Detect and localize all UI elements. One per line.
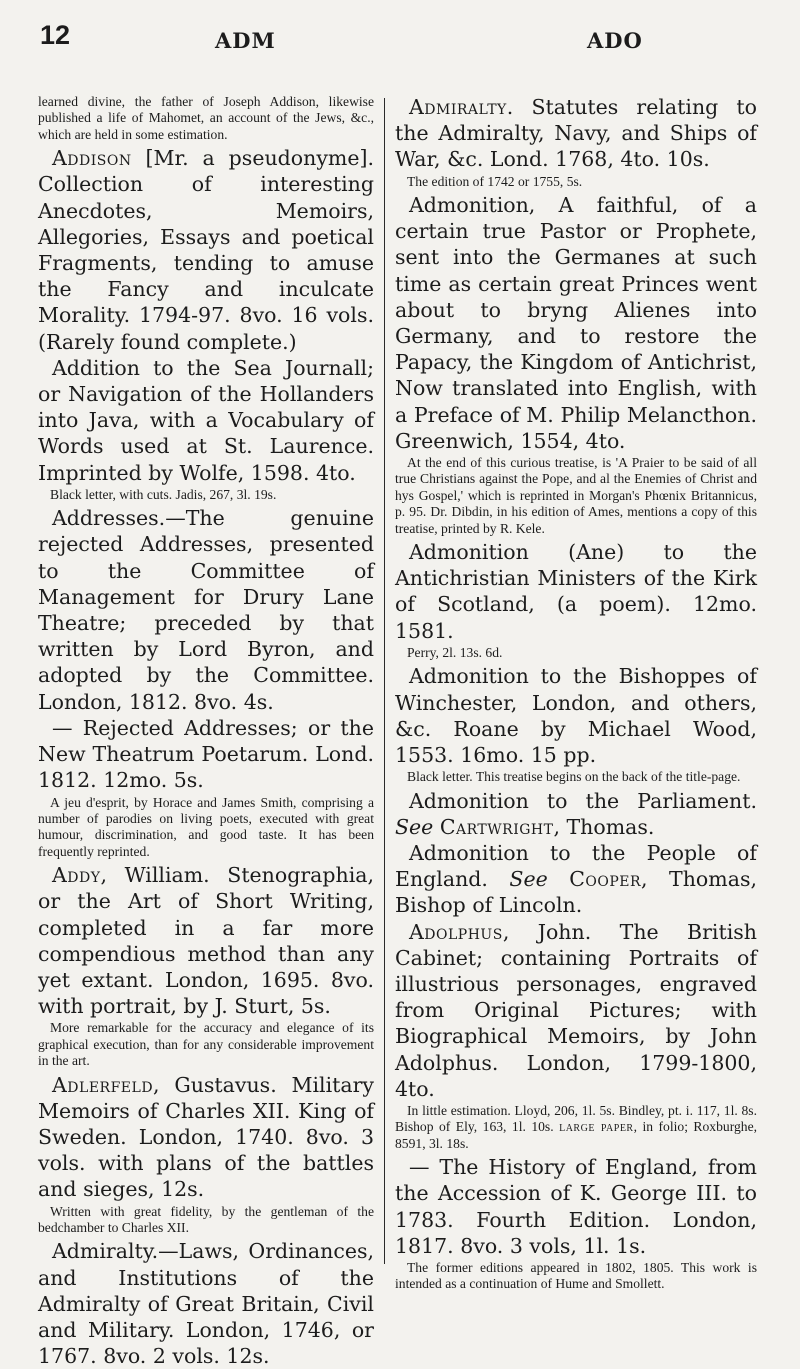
entry-adlerfeld	[38, 1072, 374, 1237]
entry-text: — Rejected Addresses; or the New Theatrum Poetarum. Lond. 1812. 12mo. 5s.	[38, 715, 374, 793]
see-reference: See	[509, 867, 548, 892]
running-head-right: ADO	[587, 28, 643, 53]
entry-note: Written with great fidelity, by the gentleman of the bedchamber to Charles XII.	[38, 1203, 374, 1235]
running-head-left: ADM	[215, 28, 276, 53]
entry-text: , Thomas.	[553, 814, 655, 839]
entry-rejected-addresses	[38, 715, 374, 860]
entry-note: In little estimation. Lloyd, 206, 1l. 5s. Bindley, pt. i. 117, 1l. 8s. Bishop of Ely, 163, 1l. 10s.	[395, 1102, 757, 1135]
entry-note: A jeu d'esprit, by Horace and James Smith, comprising a number of parodies on living poets, executed with great humour, discrimination, and good taste. It has been frequently reprinted.	[38, 794, 374, 859]
entry-note: The former editions appeared in 1802, 1805. This work is intended as a continuation of Hume and Smollett.	[395, 1259, 757, 1292]
entry-admonition-bishoppes	[395, 663, 757, 785]
entry-text: Admonition, A faithful, of a certain true Pastor or Prophete, sent into the Germanes at such time as certain great Princes went about to bryng Alienes into Germany, and to restore the Papacy, the Kingdom of Antichrist, Now translated into English, with a Preface of M. Philip Melancthon. Greenwich, 1554, 4to.	[395, 193, 757, 453]
entry-text: , William. Stenographia, or the Art of Short Writing, completed in a far more compendious method than any yet extant. London, 1695. 8vo. with portrait, by J. Sturt, 5s.	[38, 863, 374, 1019]
entry-note: , in folio; Roxburghe, 8591, 3l. 18s.	[395, 1119, 757, 1151]
entry-text: Addition to the Sea Journall; or Navigation of the Hollanders into Java, with a Vocabulary of Words used at St. Laurence. Imprinted by Wolfe, 1598. 4to.	[38, 355, 374, 485]
entry-heading: Addison	[52, 146, 132, 171]
entry-note: Perry, 2l. 13s. 6d.	[407, 644, 503, 660]
entry-admonition-people	[395, 840, 757, 919]
entry-admonition-parliament	[395, 788, 757, 840]
entry-text: Admonition to the People of England.	[395, 840, 757, 892]
entry-adolphus	[395, 919, 757, 1153]
continuation-text: learned divine, the father of Joseph Addison, likewise published a life of Mahomet, an account of the Jews, &c., which are held in some estimation.	[38, 94, 374, 142]
entry-text: [Mr. a pseudonyme]. Collection of interesting Anecdotes, Memoirs, Allegories, Essays and poetical Fragments, tending to amuse the Fancy and inculcate Morality. 1794-97. 8vo. 16 vols. (Rarely found complete.)	[38, 146, 374, 354]
entry-history-of-england	[395, 1154, 757, 1293]
entry-note: At the end of this curious treatise, is 'A Praier to be said of all true Christians against the Pope, and al the Enemies of Christ and hys Gospel,' which is reprinted in Morgan's Phœnix Britannicus, p. 95. Dr. Dibdin, in his edition of Ames, mentions a copy of this treatise, printed by R. Kele.	[395, 455, 757, 536]
entry-note: Black letter. This treatise begins on the back of the title-page.	[407, 769, 741, 785]
cross-ref-name: Cooper	[569, 867, 642, 892]
page-number: 12	[40, 20, 71, 50]
entry-text: Admonition to the Parliament.	[409, 788, 757, 813]
entry-text: Addresses.—The genuine rejected Addresses, presented to the Committee of Management for Drury Lane Theatre; preceded by that written by Lord Byron, and adopted by the Committee. London, 1812. 8vo. 4s.	[38, 506, 374, 714]
cross-ref-name: Cartwright	[439, 814, 554, 839]
large-paper-label: large paper	[559, 1119, 634, 1135]
entry-heading: Adlerfeld	[52, 1072, 154, 1097]
entry-admonition-faithful	[395, 192, 757, 537]
entry-text: Admonition (Ane) to the Antichristian Ministers of the Kirk of Scotland, (a poem). 12mo. 1581.	[395, 540, 757, 643]
entry-addresses	[38, 505, 374, 715]
entry-heading: Admiralty	[409, 95, 507, 119]
left-column	[38, 94, 374, 1369]
entry-text: Admiralty.—Laws, Ordinances, and Institutions of the Admiralty of Great Britain, Civil and Military. London, 1746, or 1767. 8vo. 2 vols. 12s.	[38, 1239, 374, 1369]
entry-addison	[38, 145, 374, 355]
entry-text: , Thomas, Bishop of Lincoln.	[395, 867, 757, 918]
entry-admiralty-statutes	[395, 94, 757, 190]
right-column	[395, 94, 757, 1292]
entry-note: Black letter, with cuts. Jadis, 267, 3l. 19s.	[50, 486, 277, 502]
entry-text: — The History of England, from the Accession of K. George III. to 1783. Fourth Edition. London, 1817. 8vo. 3 vols, 1l. 1s.	[395, 1155, 757, 1258]
entry-text: , Gustavus. Military Memoirs of Charles XII. King of Sweden. London, 1740. 8vo. 3 vols. with plans of the battles and sieges, 12s.	[38, 1072, 374, 1202]
entry-admonition-ane	[395, 539, 757, 661]
entry-text: Admonition to the Bishoppes of Winchester, London, and others, &c. Roane by Michael Wood, 1553. 16mo. 15 pp.	[395, 664, 757, 767]
entry-heading: Adolphus	[409, 919, 503, 944]
entry-note: The edition of 1742 or 1755, 5s.	[407, 173, 583, 189]
entry-note: More remarkable for the accuracy and elegance of its graphical execution, than for any considerable improvement in the art.	[38, 1020, 374, 1069]
page-header	[40, 20, 762, 60]
entry-text: , John. The British Cabinet; containing Portraits of illustrious personages, engraved from Original Pictures; with Biographical Memoirs, by John Adolphus. London, 1799-1800, 4to.	[395, 919, 757, 1101]
entry-text: . Statutes relating to the Admiralty, Navy, and Ships of War, &c. Lond. 1768, 4to. 10s.	[395, 95, 757, 172]
see-reference: See	[395, 814, 434, 839]
entry-admiralty-laws	[38, 1238, 374, 1369]
entry-addy	[38, 862, 374, 1069]
entry-heading: Addy	[52, 863, 101, 888]
entry-sea-journall	[38, 355, 374, 503]
column-divider	[384, 98, 385, 1264]
